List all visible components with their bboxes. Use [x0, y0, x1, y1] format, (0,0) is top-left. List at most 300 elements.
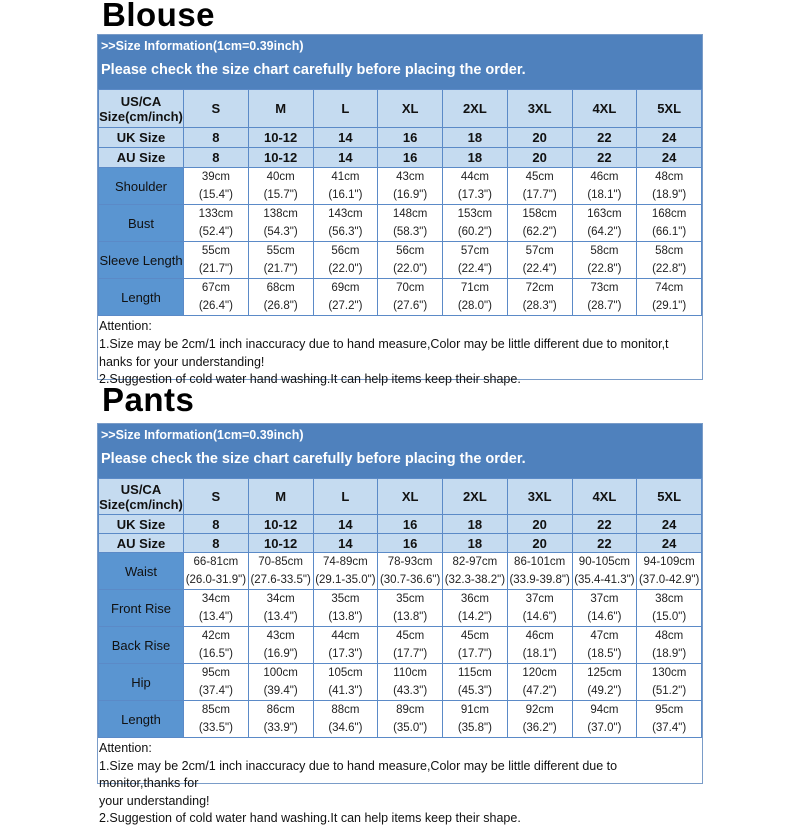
measurement-cell	[507, 590, 572, 627]
cm-value: 94-109cm	[643, 556, 695, 568]
inch-value: (22.4")	[522, 263, 557, 275]
measurement-cell	[313, 242, 378, 279]
size-header-cell: L	[313, 479, 378, 515]
inch-value: (18.9")	[652, 648, 687, 660]
measurement-cell	[378, 242, 443, 279]
measurement-row-hip	[99, 664, 702, 701]
check-chart-notice: Please check the size chart carefully before placing the order.	[101, 451, 526, 467]
measurement-row-front-rise	[99, 590, 702, 627]
size-header-cell: M	[248, 479, 313, 515]
measurement-cell	[184, 205, 249, 242]
measurement-label: Length	[99, 279, 184, 316]
inch-value: (47.2")	[522, 685, 557, 697]
au-size-row	[99, 148, 702, 168]
measurement-cell	[637, 664, 702, 701]
measurement-cell	[507, 664, 572, 701]
us-ca-size-row	[99, 479, 702, 515]
cm-value: 70cm	[396, 282, 425, 294]
inch-value: (28.3")	[522, 300, 557, 312]
cm-value: 69cm	[331, 282, 360, 294]
size-header-cell: 3XL	[507, 479, 572, 515]
cm-value: 35cm	[331, 593, 360, 605]
cm-value: 143cm	[328, 208, 363, 220]
cm-value: 158cm	[522, 208, 557, 220]
cm-value: 94cm	[590, 704, 619, 716]
measurement-cell	[507, 242, 572, 279]
inch-value: (13.8")	[328, 611, 363, 623]
measurement-cell	[184, 279, 249, 316]
cm-value: 72cm	[525, 282, 554, 294]
us-ca-size-row	[99, 90, 702, 128]
cm-value: 90-105cm	[578, 556, 630, 568]
measurement-cell	[443, 701, 508, 738]
measurement-cell	[572, 279, 637, 316]
inch-value: (15.4")	[198, 189, 233, 201]
measurement-cell	[443, 553, 508, 590]
inch-value: (17.3")	[328, 648, 363, 660]
inch-value: (49.2")	[587, 685, 622, 697]
measurement-cell	[572, 242, 637, 279]
cm-value: 43cm	[266, 630, 295, 642]
inch-value: (26.0-31.9")	[185, 574, 247, 586]
inch-value: (64.2")	[587, 226, 622, 238]
cm-value: 133cm	[198, 208, 234, 220]
measurement-cell	[313, 590, 378, 627]
inch-value: (29.1")	[652, 300, 687, 312]
uk-size-cell: 22	[572, 515, 637, 534]
inch-value: (22.0")	[328, 263, 363, 275]
blouse-size-chart	[97, 34, 703, 387]
measurement-cell	[572, 590, 637, 627]
measurement-row-waist	[99, 553, 702, 590]
cm-value: 115cm	[458, 667, 492, 679]
cm-value: 38cm	[655, 593, 684, 605]
cm-value: 148cm	[392, 208, 428, 220]
cm-value: 41cm	[331, 171, 360, 183]
measurement-cell	[572, 701, 637, 738]
inch-value: (15.7")	[263, 189, 298, 201]
measurement-cell	[184, 664, 249, 701]
measurement-cell	[248, 205, 313, 242]
size-header-cell: 2XL	[443, 90, 508, 128]
measurement-cell	[378, 553, 443, 590]
au-size-cell: 8	[184, 534, 249, 553]
measurement-cell	[313, 279, 378, 316]
check-chart-notice: Please check the size chart carefully before placing the order.	[101, 62, 526, 78]
cm-value: 48cm	[655, 171, 684, 183]
measurement-cell	[378, 627, 443, 664]
inch-value: (27.6")	[393, 300, 428, 312]
measurement-row-length	[99, 279, 702, 316]
blouse-title: Blouse	[102, 0, 216, 33]
inch-value: (26.8")	[263, 300, 298, 312]
inch-value: (17.3")	[457, 189, 492, 201]
cm-value: 130cm	[651, 667, 687, 679]
size-header-cell: 4XL	[572, 479, 637, 515]
uk-size-cell: 8	[184, 128, 249, 148]
inch-value: (56.3")	[328, 226, 363, 238]
cm-value: 36cm	[460, 593, 489, 605]
inch-value: (21.7")	[263, 263, 298, 275]
attention-line: Attention:	[99, 319, 152, 333]
uk-size-label: UK Size	[99, 128, 184, 148]
cm-value: 168cm	[651, 208, 687, 220]
attention-line: your understanding!	[99, 793, 210, 808]
measurement-cell	[313, 205, 378, 242]
measurement-cell	[637, 205, 702, 242]
measurement-cell	[184, 242, 249, 279]
measurement-cell	[248, 627, 313, 664]
attention-notes	[98, 738, 702, 828]
measurement-cell	[572, 553, 637, 590]
size-header-cell: 2XL	[443, 479, 508, 515]
measurement-cell	[248, 242, 313, 279]
us-ca-size-header: US/CA Size(cm/inch)	[99, 90, 184, 128]
measurement-cell	[637, 242, 702, 279]
attention-line: hanks for your understanding!	[99, 354, 265, 369]
cm-value: 66-81cm	[193, 556, 239, 568]
cm-value: 71cm	[460, 282, 489, 294]
measurement-cell	[443, 168, 508, 205]
au-size-cell: 8	[184, 148, 249, 168]
inch-value: (37.0-42.9")	[638, 574, 700, 586]
cm-value: 44cm	[331, 630, 360, 642]
uk-size-cell: 20	[507, 515, 572, 534]
cm-value: 56cm	[331, 245, 360, 257]
inch-value: (16.1")	[328, 189, 363, 201]
measurement-cell	[313, 627, 378, 664]
cm-value: 95cm	[201, 667, 230, 679]
uk-size-cell: 16	[378, 128, 443, 148]
inch-value: (39.4")	[263, 685, 298, 697]
measurement-cell	[572, 168, 637, 205]
inch-value: (27.6-33.5")	[250, 574, 311, 586]
attention-line: 2.Suggestion of cold water hand washing.It can help items keep their shape.	[99, 372, 521, 387]
measurement-label: Back Rise	[99, 627, 184, 664]
inch-value: (15.0")	[652, 611, 687, 623]
inch-value: (32.3-38.2")	[444, 574, 506, 586]
cm-value: 74-89cm	[323, 556, 368, 568]
inch-value: (16.5")	[198, 648, 233, 660]
measurement-row-shoulder	[99, 168, 702, 205]
inch-value: (17.7")	[457, 648, 492, 660]
measurement-cell	[637, 701, 702, 738]
inch-value: (18.9")	[652, 189, 687, 201]
cm-value: 88cm	[331, 704, 360, 716]
cm-value: 48cm	[655, 630, 684, 642]
cm-value: 92cm	[525, 704, 554, 716]
pants-size-chart	[97, 423, 703, 825]
measurement-label: Waist	[99, 553, 184, 590]
inch-value: (18.1")	[522, 648, 557, 660]
inch-value: (37.4")	[198, 685, 233, 697]
measurement-cell	[378, 664, 443, 701]
inch-value: (14.6")	[587, 611, 622, 623]
inch-value: (35.0")	[393, 722, 428, 734]
measurement-cell	[248, 279, 313, 316]
size-table	[98, 478, 702, 738]
cm-value: 56cm	[396, 245, 425, 257]
measurement-cell	[507, 701, 572, 738]
inch-value: (54.3")	[263, 226, 298, 238]
attention-line: 1.Size may be 2cm/1 inch inaccuracy due to hand measure,Color may be little different due to monitor,t	[99, 336, 669, 351]
uk-size-label: UK Size	[99, 515, 184, 534]
size-header-cell: 5XL	[637, 479, 702, 515]
measurement-cell	[378, 701, 443, 738]
inch-value: (60.2")	[457, 226, 492, 238]
inch-value: (16.9")	[263, 648, 298, 660]
cm-value: 138cm	[263, 208, 298, 220]
measurement-cell	[443, 664, 508, 701]
au-size-cell: 16	[378, 534, 443, 553]
measurement-label: Sleeve Length	[99, 242, 184, 279]
measurement-label: Front Rise	[99, 590, 184, 627]
inch-value: (36.2")	[522, 722, 557, 734]
inch-value: (18.5")	[587, 648, 622, 660]
uk-size-row	[99, 128, 702, 148]
pants-title: Pants	[102, 381, 195, 418]
measurement-label: Hip	[99, 664, 184, 701]
cm-value: 100cm	[263, 667, 298, 679]
measurement-cell	[637, 279, 702, 316]
measurement-cell	[507, 205, 572, 242]
inch-value: (35.8")	[457, 722, 492, 734]
inch-value: (33.9-39.8")	[509, 574, 570, 586]
inch-value: (13.8")	[393, 611, 428, 623]
cm-value: 43cm	[396, 171, 425, 183]
cm-value: 78-93cm	[387, 556, 433, 568]
inch-value: (17.7")	[522, 189, 557, 201]
measurement-cell	[507, 279, 572, 316]
au-size-cell: 24	[637, 534, 702, 553]
size-table	[98, 89, 702, 316]
measurement-cell	[443, 590, 508, 627]
measurement-cell	[443, 279, 508, 316]
inch-value: (21.7")	[198, 263, 233, 275]
measurement-cell	[637, 553, 702, 590]
inch-value: (22.4")	[457, 263, 492, 275]
inch-value: (13.4")	[198, 611, 233, 623]
inch-value: (22.8")	[587, 263, 622, 275]
cm-value: 58cm	[655, 245, 684, 257]
uk-size-cell: 14	[313, 515, 378, 534]
measurement-cell	[507, 553, 572, 590]
au-size-cell: 10-12	[248, 534, 313, 553]
measurement-cell	[313, 664, 378, 701]
uk-size-cell: 24	[637, 128, 702, 148]
cm-value: 153cm	[457, 208, 493, 220]
au-size-cell: 16	[378, 148, 443, 168]
measurement-cell	[443, 242, 508, 279]
cm-value: 68cm	[266, 282, 295, 294]
cm-value: 34cm	[201, 593, 230, 605]
cm-value: 47cm	[590, 630, 619, 642]
cm-value: 37cm	[590, 593, 619, 605]
cm-value: 44cm	[460, 171, 489, 183]
measurement-cell	[184, 590, 249, 627]
inch-value: (28.7")	[587, 300, 622, 312]
measurement-row-length	[99, 701, 702, 738]
size-header-cell: XL	[378, 90, 443, 128]
measurement-cell	[248, 590, 313, 627]
size-header-cell: XL	[378, 479, 443, 515]
attention-line: 2.Suggestion of cold water hand washing.It can help items keep their shape.	[99, 811, 521, 825]
inch-value: (26.4")	[198, 300, 233, 312]
au-size-label: AU Size	[99, 148, 184, 168]
inch-value: (29.1-35.0")	[315, 574, 376, 586]
uk-size-cell: 18	[443, 128, 508, 148]
cm-value: 120cm	[522, 667, 557, 679]
au-size-cell: 18	[443, 534, 508, 553]
cm-value: 74cm	[655, 282, 684, 294]
measurement-cell	[572, 205, 637, 242]
inch-value: (58.3")	[393, 226, 428, 238]
cm-value: 40cm	[266, 171, 295, 183]
measurement-cell	[313, 553, 378, 590]
cm-value: 105cm	[328, 667, 363, 679]
inch-value: (30.7-36.6")	[379, 574, 441, 586]
size-header-cell: S	[184, 479, 249, 515]
size-info-line: >>Size Information(1cm=0.39inch)	[101, 39, 304, 53]
inch-value: (62.2")	[522, 226, 557, 238]
size-header-cell: 5XL	[637, 90, 702, 128]
measurement-cell	[572, 627, 637, 664]
uk-size-cell: 20	[507, 128, 572, 148]
measurement-row-sleeve-length	[99, 242, 702, 279]
size-header-cell: 4XL	[572, 90, 637, 128]
inch-value: (34.6")	[328, 722, 363, 734]
attention-notes	[98, 316, 702, 389]
au-size-cell: 20	[507, 148, 572, 168]
au-size-cell: 22	[572, 148, 637, 168]
inch-value: (16.9")	[393, 189, 428, 201]
measurement-cell	[378, 205, 443, 242]
cm-value: 55cm	[266, 245, 295, 257]
measurement-cell	[248, 168, 313, 205]
measurement-cell	[313, 701, 378, 738]
cm-value: 37cm	[525, 593, 554, 605]
cm-value: 57cm	[525, 245, 554, 257]
inch-value: (35.4-41.3")	[574, 574, 635, 586]
inch-value: (27.2")	[328, 300, 363, 312]
uk-size-cell: 24	[637, 515, 702, 534]
cm-value: 34cm	[266, 593, 295, 605]
cm-value: 125cm	[587, 667, 622, 679]
measurement-cell	[378, 279, 443, 316]
cm-value: 39cm	[201, 171, 230, 183]
cm-value: 35cm	[396, 593, 425, 605]
measurement-cell	[637, 627, 702, 664]
inch-value: (37.0")	[587, 722, 622, 734]
inch-value: (66.1")	[652, 226, 687, 238]
cm-value: 95cm	[655, 704, 684, 716]
measurement-cell	[443, 205, 508, 242]
cm-value: 45cm	[525, 171, 554, 183]
measurement-cell	[184, 701, 249, 738]
cm-value: 70-85cm	[258, 556, 303, 568]
measurement-cell	[572, 664, 637, 701]
inch-value: (51.2")	[652, 685, 687, 697]
inch-value: (28.0")	[457, 300, 492, 312]
au-size-cell: 22	[572, 534, 637, 553]
inch-value: (22.8")	[652, 263, 687, 275]
cm-value: 57cm	[460, 245, 489, 257]
measurement-cell	[507, 168, 572, 205]
uk-size-cell: 10-12	[248, 515, 313, 534]
inch-value: (33.9")	[263, 722, 298, 734]
measurement-cell	[248, 701, 313, 738]
uk-size-cell: 22	[572, 128, 637, 148]
au-size-label: AU Size	[99, 534, 184, 553]
au-size-cell: 18	[443, 148, 508, 168]
cm-value: 46cm	[590, 171, 619, 183]
inch-value: (17.7")	[393, 648, 428, 660]
inch-value: (22.0")	[393, 263, 428, 275]
measurement-cell	[248, 664, 313, 701]
inch-value: (18.1")	[587, 189, 622, 201]
inch-value: (14.2")	[457, 611, 492, 623]
cm-value: 45cm	[460, 630, 489, 642]
au-size-cell: 20	[507, 534, 572, 553]
uk-size-cell: 14	[313, 128, 378, 148]
measurement-label: Length	[99, 701, 184, 738]
measurement-cell	[313, 168, 378, 205]
inch-value: (41.3")	[328, 685, 363, 697]
cm-value: 110cm	[393, 667, 427, 679]
cm-value: 85cm	[201, 704, 230, 716]
au-size-cell: 14	[313, 148, 378, 168]
cm-value: 46cm	[525, 630, 554, 642]
cm-value: 45cm	[396, 630, 425, 642]
uk-size-cell: 10-12	[248, 128, 313, 148]
inch-value: (37.4")	[652, 722, 687, 734]
measurement-row-back-rise	[99, 627, 702, 664]
measurement-cell	[637, 168, 702, 205]
us-ca-size-header: US/CA Size(cm/inch)	[99, 479, 184, 515]
inch-value: (14.6")	[522, 611, 557, 623]
attention-line: 1.Size may be 2cm/1 inch inaccuracy due to hand measure,Color may be little different due to monitor,thanks for	[99, 758, 618, 790]
cm-value: 91cm	[460, 704, 489, 716]
au-size-cell: 24	[637, 148, 702, 168]
measurement-cell	[184, 553, 249, 590]
measurement-cell	[184, 627, 249, 664]
cm-value: 58cm	[590, 245, 619, 257]
measurement-label: Bust	[99, 205, 184, 242]
measurement-cell	[443, 627, 508, 664]
uk-size-row	[99, 515, 702, 534]
uk-size-cell: 8	[184, 515, 249, 534]
measurement-cell	[637, 590, 702, 627]
inch-value: (43.3")	[393, 685, 428, 697]
inch-value: (13.4")	[263, 611, 298, 623]
measurement-cell	[378, 590, 443, 627]
inch-value: (45.3")	[457, 685, 492, 697]
inch-value: (52.4")	[198, 226, 233, 238]
attention-line: Attention:	[99, 741, 152, 755]
cm-value: 42cm	[201, 630, 230, 642]
cm-value: 86-101cm	[514, 556, 566, 568]
cm-value: 163cm	[587, 208, 622, 220]
measurement-label: Shoulder	[99, 168, 184, 205]
measurement-cell	[507, 627, 572, 664]
cm-value: 82-97cm	[452, 556, 498, 568]
au-size-cell: 10-12	[248, 148, 313, 168]
uk-size-cell: 18	[443, 515, 508, 534]
cm-value: 73cm	[590, 282, 619, 294]
size-header-cell: L	[313, 90, 378, 128]
measurement-cell	[248, 553, 313, 590]
cm-value: 86cm	[266, 704, 295, 716]
